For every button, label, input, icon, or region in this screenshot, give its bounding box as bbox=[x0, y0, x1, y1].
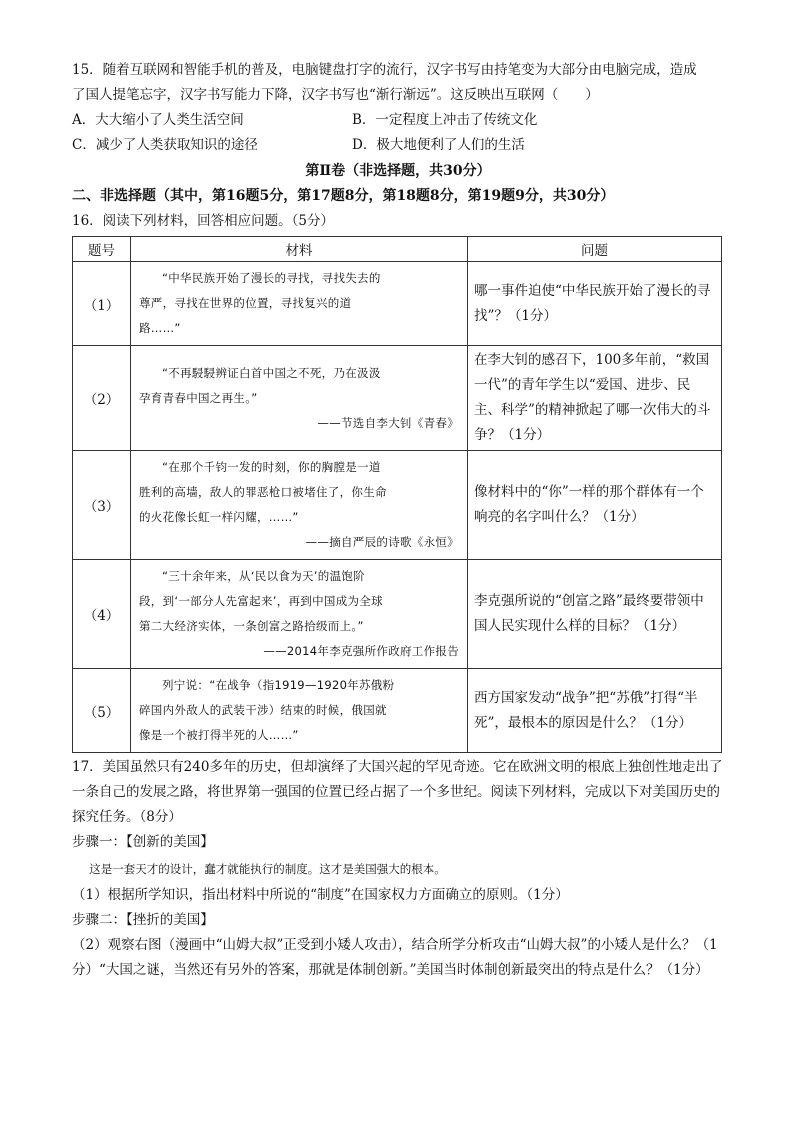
material-line: 路……” bbox=[139, 321, 181, 335]
part2-title: 第Ⅱ卷（非选择题，共30分） bbox=[305, 163, 491, 179]
header-question: 问题 bbox=[468, 237, 722, 262]
q15-option-b: B．一定程度上冲击了传统文化 bbox=[352, 112, 538, 128]
material-line: 的火花像长虹一样闪耀，……” bbox=[139, 510, 299, 524]
table-row bbox=[73, 346, 722, 451]
row-material bbox=[131, 560, 468, 669]
q15-stem-line2: 了国人提笔忘字，汉字书写能力下降，汉字书写也“渐行渐远”。这反映出互联网（ ） bbox=[72, 87, 599, 103]
header-number: 题号 bbox=[73, 237, 131, 262]
row-number: （3） bbox=[73, 451, 131, 560]
question-16 bbox=[72, 209, 724, 753]
table-header-row bbox=[73, 237, 722, 262]
material-line: “三十余年来，从‘民以食为天’的温饱阶 bbox=[162, 569, 365, 583]
row-number: （5） bbox=[73, 669, 131, 753]
q17-step2-title: 步骤二：【挫折的美国】 bbox=[72, 912, 214, 928]
section2-title: 二、非选择题（其中，第16题5分，第17题8分，第18题8分，第19题9分，共30分） bbox=[72, 188, 615, 204]
q15-option-a: A．大大缩小了人类生活空间 bbox=[72, 112, 244, 128]
material-source: ——2014年李克强所作政府工作报告 bbox=[263, 644, 459, 658]
material-line: 胜利的高墙，敌人的罪恶枪口被堵住了，你生命 bbox=[139, 485, 387, 499]
material-line: 第二大经济实体，一条创富之路拾级而上。” bbox=[139, 619, 364, 633]
q17-step1-quote: 这是一套天才的设计，蠢才就能执行的制度。这才是美国强大的根本。 bbox=[89, 862, 446, 876]
row-question: 在李大钊的感召下，100多年前，“救国一代”的青年学生以“爱国、进步、民主、科学”的精神掀起了哪一次伟大的斗争？（1分） bbox=[468, 346, 722, 451]
material-line: “中华民族开始了漫长的寻找，寻找失去的 bbox=[162, 271, 381, 285]
material-line: 列宁说：“在战争（指1919—1920年苏俄粉 bbox=[162, 678, 395, 692]
table-row bbox=[73, 669, 722, 753]
row-material bbox=[131, 669, 468, 753]
header-material: 材料 bbox=[131, 237, 468, 262]
row-material bbox=[131, 346, 468, 451]
q17-step1-title: 步骤一：【创新的美国】 bbox=[72, 834, 214, 850]
material-source: ——摘自严辰的诗歌《永恒》 bbox=[305, 535, 459, 549]
row-question: 李克强所说的“创富之路”最终要带领中国人民实现什么样的目标？（1分） bbox=[468, 560, 722, 669]
material-line: 像是一个被打得半死的人……” bbox=[139, 728, 299, 742]
row-material bbox=[131, 262, 468, 346]
material-source: ——节选自李大钊《青春》 bbox=[317, 415, 459, 430]
table-row bbox=[73, 451, 722, 560]
q15-options-row1 bbox=[72, 108, 724, 133]
row-question: 像材料中的“你”一样的那个群体有一个响亮的名字叫什么？（1分） bbox=[468, 451, 722, 560]
table-row bbox=[73, 560, 722, 669]
q15-options-row2 bbox=[72, 133, 724, 158]
exam-page bbox=[72, 58, 724, 983]
q17-step2-question: （2）观察右图（漫画中“山姆大叔”正受到小矮人攻击），结合所学分析攻击“山姆大叔”的小矮人是什么？（1分）“大国之谜，当然还有另外的答案，那就是体制创新。”美国当时体制创新最突出的特点是什么？（1分） bbox=[72, 937, 718, 978]
row-number: （1） bbox=[73, 262, 131, 346]
q16-intro: 16．阅读下列材料，回答相应问题。（5分） bbox=[72, 213, 335, 229]
row-question: 哪一事件迫使“中华民族开始了漫长的寻找”？（1分） bbox=[468, 262, 722, 346]
question-17 bbox=[72, 755, 724, 983]
question-15 bbox=[72, 58, 724, 158]
row-question: 西方国家发动“战争”把“苏俄”打得“半死”，最根本的原因是什么？（1分） bbox=[468, 669, 722, 753]
q15-option-c: C．减少了人类获取知识的途径 bbox=[72, 137, 258, 153]
material-line: 碎国内外敌人的武装干涉）结束的时候，俄国就 bbox=[139, 703, 387, 717]
q17-step1-question: （1）根据所学知识，指出材料中所说的“制度”在国家权力方面确立的原则。（1分） bbox=[72, 887, 569, 903]
row-number: （2） bbox=[73, 346, 131, 451]
q16-table bbox=[72, 236, 722, 753]
material-line: 段，到‘一部分人先富起来’，再到中国成为全球 bbox=[139, 594, 383, 608]
material-line: 孕育青春中国之再生。” bbox=[139, 390, 258, 405]
material-line: 尊严，寻找在世界的位置，寻找复兴的道 bbox=[139, 296, 352, 310]
q15-option-d: D．极大地便利了人们的生活 bbox=[352, 137, 525, 153]
q15-stem-line1: 15．随着互联网和智能手机的普及，电脑键盘打字的流行，汉字书写由持笔变为大部分由电脑完成，造成 bbox=[72, 62, 697, 78]
table-row bbox=[73, 262, 722, 346]
material-line: “不再駸駸辨证白首中国之不死，乃在汲汲 bbox=[162, 365, 381, 380]
row-material bbox=[131, 451, 468, 560]
material-line: “在那个千钧一发的时刻，你的胸膛是一道 bbox=[162, 460, 381, 474]
row-number: （4） bbox=[73, 560, 131, 669]
q17-intro: 17．美国虽然只有240多年的历史，但却演绎了大国兴起的罕见奇迹。它在欧洲文明的根底上独创性地走出了一条自己的发展之路，将世界第一强国的位置已经占据了一个多世纪。阅读下列材料，完成以下对美国历史的探究任务。（8分） bbox=[72, 759, 723, 825]
